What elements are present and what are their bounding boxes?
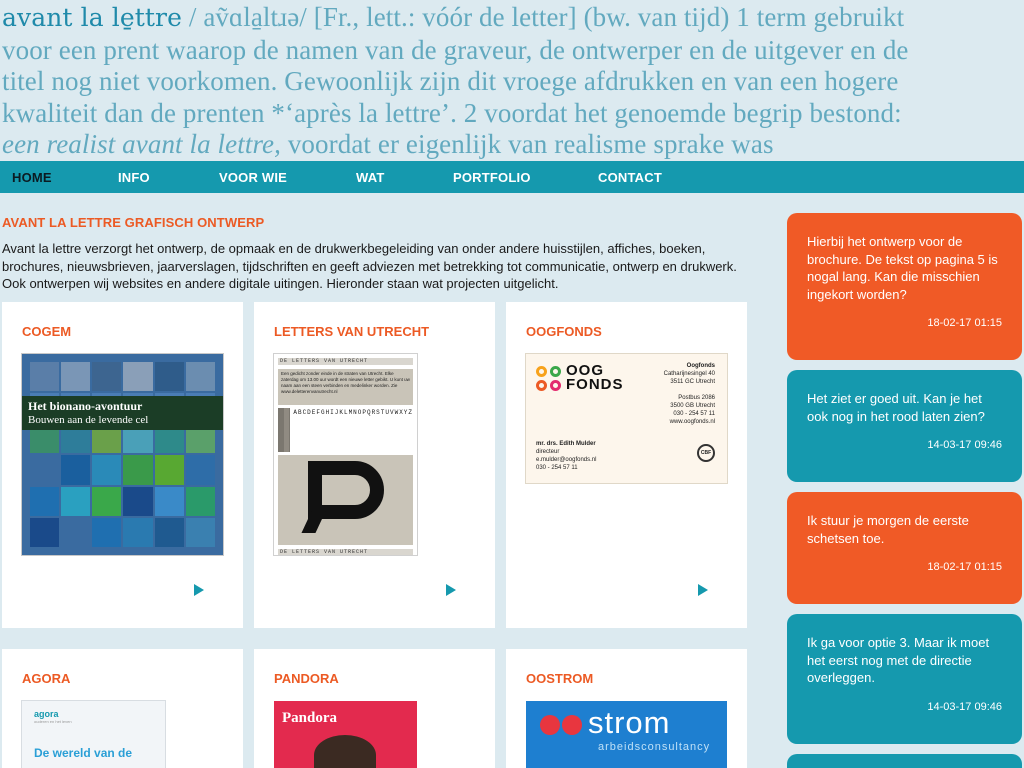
pandora-logo: Pandora — [282, 710, 338, 726]
project-card-agora[interactable] — [2, 649, 243, 768]
project-title: AGORA — [22, 671, 71, 686]
letter-p-graphic — [278, 455, 413, 545]
agora-logo: agora — [34, 709, 59, 719]
page-title: AVANT LA LETTRE GRAFISCH ONTWERP — [2, 215, 265, 230]
project-title: OOGFONDS — [526, 324, 602, 339]
definition-line-4: kwaliteit dan de prenten *‘après la lettre’. 2 voordat het genoemde begrip bestond: — [2, 97, 902, 128]
chat-timestamp: 14-03-17 09:46 — [927, 701, 1002, 713]
agora-tagline: ouderen en het leven — [34, 719, 72, 724]
nav-contact[interactable]: CONTACT — [598, 170, 662, 185]
oostrom-logo: strom — [588, 705, 671, 740]
project-card-cogem[interactable] — [2, 302, 243, 628]
oostrom-dot-icon — [562, 715, 582, 735]
project-thumbnail[interactable] — [22, 701, 165, 768]
project-thumbnail[interactable] — [526, 354, 727, 483]
project-title: PANDORA — [274, 671, 339, 686]
cbf-seal-icon: CBF — [697, 444, 715, 462]
oostrom-tagline: arbeidsconsultancy — [598, 741, 711, 753]
project-card-oostrom[interactable] — [506, 649, 747, 768]
paving-stones-photo — [278, 408, 290, 452]
project-card-oogfonds[interactable] — [506, 302, 747, 628]
project-thumbnail[interactable] — [274, 701, 417, 768]
chat-message: Het ziet er goed uit. Kan je het ook nog in het rood laten zien? 14-03-17 09:46 — [787, 370, 1022, 482]
chat-message: Hierbij het ontwerp voor de brochure. De tekst op pagina 5 is nogal lang. Kan die misschien ingekort worden? 18-02-17 01:15 — [787, 213, 1022, 360]
chat-message: Ik ga voor optie 3. Maar ik moet het eerst nog met de directie overleggen. 14-03-17 09:46 — [787, 614, 1022, 744]
chat-timestamp: 18-02-17 01:15 — [927, 317, 1002, 329]
chat-message-partial — [787, 754, 1022, 768]
main-nav — [0, 161, 1024, 193]
project-title: COGEM — [22, 324, 72, 339]
nav-wat[interactable]: WAT — [356, 170, 385, 185]
business-card-address: Oogfonds Catharijnesingel 40 3511 GC Utrecht Postbus 2086 3500 GB Utrecht 030 - 254 57 11 www.oogfonds.nl — [663, 363, 715, 425]
project-card-pandora[interactable] — [254, 649, 495, 768]
header-definition — [0, 0, 1024, 161]
chat-message: Ik stuur je morgen de eerste schetsen toe. 18-02-17 01:15 — [787, 492, 1022, 604]
intro-text: Avant la lettre verzorgt het ontwerp, de opmaak en de drukwerkbegeleiding van onder andere huisstijlen, affiches, boeken, brochures, nieuwsbrieven, jaarverslagen, tijdschriften en geeft adviezen met betrekking tot communicatie, ontwerp en drukwerk. Ook ontwerpen wij websites en andere digitale uitingen. Hieronder staan wat projecten uitgelicht. — [2, 241, 737, 291]
project-thumbnail[interactable] — [526, 701, 727, 768]
definition-line-3: titel nog niet voorkomen. Gewoonlijk zijn dit vroege afdrukken en van een hogere — [2, 66, 899, 96]
oostrom-dot-icon — [540, 715, 560, 735]
definition-line-5: een realist avant la lettre, voordat er eigenlijk van realisme sprake was — [2, 129, 774, 159]
agora-headline: De wereld van de — [34, 746, 133, 760]
nav-info[interactable]: INFO — [118, 170, 150, 185]
cover-portrait — [314, 735, 376, 768]
definition-line-1: avant la le̱ttre / aṽɑla̱ltɹə/ [Fr., lett.: vóór de letter] (bw. van tijd) 1 term gebruikt — [2, 2, 905, 32]
chat-timestamp: 14-03-17 09:46 — [927, 439, 1002, 451]
project-card-letters-van-utrecht[interactable] — [254, 302, 495, 628]
thumbnail-banner: DE LETTERS VAN UTRECHT — [278, 358, 413, 365]
play-arrow-icon[interactable] — [194, 584, 204, 596]
play-arrow-icon[interactable] — [698, 584, 708, 596]
oogfonds-logo: OOG FONDS — [566, 362, 624, 393]
thumbnail-banner-bottom: DE LETTERS VAN UTRECHT — [278, 549, 413, 555]
play-arrow-icon[interactable] — [446, 584, 456, 596]
nav-home[interactable]: HOME — [12, 170, 52, 185]
nav-portfolio[interactable]: PORTFOLIO — [453, 170, 531, 185]
thumbnail-alphabet: ABCDEFGHIJKLMNOPQRSTUVWXYZ — [293, 409, 413, 416]
project-thumbnail[interactable] — [22, 354, 223, 555]
business-card-contact: mr. drs. Edith Mulder directeur e.mulder@oogfonds.nl 030 - 254 57 11 — [536, 441, 597, 471]
definition-line-2: voor een prent waarop de namen van de graveur, de ontwerper en de uitgever en de — [2, 34, 909, 65]
project-title: OOSTROM — [526, 671, 594, 686]
site-logo[interactable]: avant la le̱ttre — [2, 3, 183, 32]
oogfonds-logo-dots — [536, 366, 561, 391]
thumbnail-title: Het bionano-avontuur Bouwen aan de levende cel — [22, 396, 223, 430]
project-title: LETTERS VAN UTRECHT — [274, 324, 430, 339]
nav-voor-wie[interactable]: VOOR WIE — [219, 170, 288, 185]
thumbnail-blurb: Een gedicht zonder einde in de straten van Utrecht. Elke zaterdag om 13.00 uur wordt een nieuwe letter gebikt. U kunt uw naam aan een steen verbinden en medelinker worden. Zie www.deletterenvanutrecht.nl — [278, 369, 413, 405]
project-thumbnail[interactable] — [274, 354, 417, 555]
chat-timestamp: 18-02-17 01:15 — [927, 561, 1002, 573]
